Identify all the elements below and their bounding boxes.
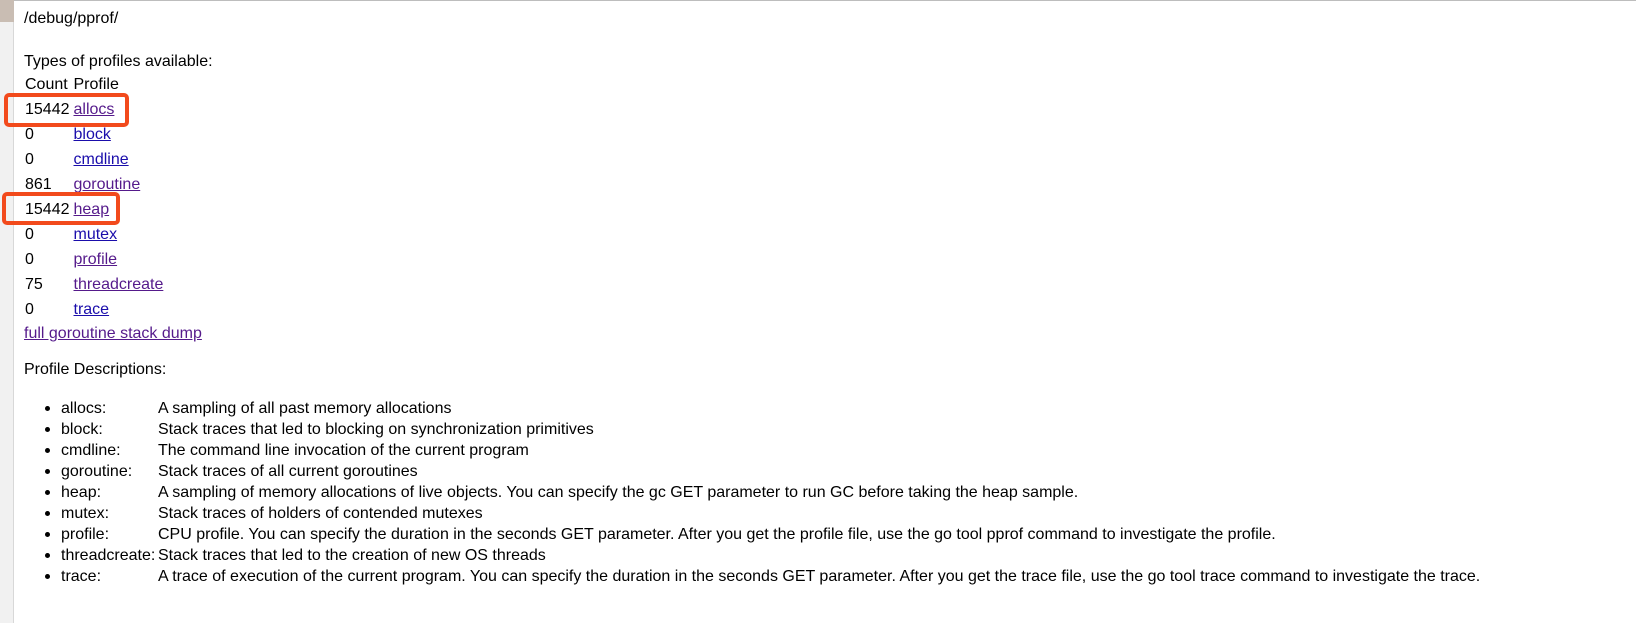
profile-types-heading: Types of profiles available: (24, 53, 213, 70)
table-row (24, 297, 164, 322)
profile-link-trace[interactable]: trace (73, 301, 110, 318)
profile-link-mutex[interactable]: mutex (73, 226, 118, 243)
profile-count: 0 (25, 301, 34, 318)
profile-link-threadcreate[interactable]: threadcreate (73, 276, 164, 293)
page-path: /debug/pprof/ (24, 10, 119, 27)
profile-link-allocs[interactable]: allocs (73, 101, 115, 118)
bullet-icon (45, 490, 50, 495)
profile-link-profile[interactable]: profile (73, 251, 118, 268)
description-name: goroutine: (61, 463, 133, 480)
table-row (24, 97, 164, 122)
profile-link-block[interactable]: block (73, 126, 111, 143)
description-name: allocs: (61, 400, 107, 417)
description-text: A sampling of memory allocations of live objects. You can specify the gc GET parameter to run GC before taking the heap sample. (158, 484, 1079, 501)
profiles-table-header-row (24, 73, 164, 97)
description-text: Stack traces that led to blocking on synchronization primitives (158, 421, 594, 438)
bullet-icon (45, 553, 50, 558)
description-name: heap: (61, 484, 102, 501)
table-row (24, 122, 164, 147)
description-name: block: (61, 421, 103, 438)
description-text: Stack traces of holders of contended mutexes (158, 505, 483, 522)
description-name: trace: (61, 568, 102, 585)
profile-descriptions-heading: Profile Descriptions: (24, 361, 167, 378)
description-text: The command line invocation of the current program (158, 442, 529, 459)
count-column-header: Count (25, 76, 68, 93)
profile-count: 0 (25, 126, 34, 143)
description-text: Stack traces that led to the creation of new OS threads (158, 547, 546, 564)
profile-link-heap[interactable]: heap (73, 201, 110, 218)
window-left-edge (0, 0, 14, 623)
table-row (24, 247, 164, 272)
bullet-icon (45, 469, 50, 474)
profile-count: 15442 (25, 101, 70, 118)
window-top-border (14, 0, 1636, 1)
profile-count: 15442 (25, 201, 70, 218)
description-text: A sampling of all past memory allocations (158, 400, 452, 417)
bullet-icon (45, 574, 50, 579)
table-row (24, 222, 164, 247)
description-name: threadcreate: (61, 547, 156, 564)
bullet-icon (45, 427, 50, 432)
profiles-table (22, 73, 166, 322)
bullet-icon (45, 532, 50, 537)
profile-count: 0 (25, 251, 34, 268)
table-row (24, 172, 164, 197)
description-text: CPU profile. You can specify the duration in the seconds GET parameter. After you get the profile file, use the go tool pprof command to investigate the profile. (158, 526, 1276, 543)
description-name: profile: (61, 526, 110, 543)
table-row (24, 147, 164, 172)
window-left-edge-top (0, 0, 14, 22)
profile-count: 75 (25, 276, 43, 293)
full-goroutine-stack-dump-link[interactable]: full goroutine stack dump (24, 325, 202, 342)
description-name: mutex: (61, 505, 110, 522)
bullet-icon (45, 511, 50, 516)
profile-count: 0 (25, 226, 34, 243)
description-name: cmdline: (61, 442, 121, 459)
table-row (24, 197, 164, 222)
profile-count: 861 (25, 176, 52, 193)
description-text: Stack traces of all current goroutines (158, 463, 418, 480)
profile-link-cmdline[interactable]: cmdline (73, 151, 129, 168)
profile-column-header: Profile (73, 76, 119, 93)
table-row (24, 272, 164, 297)
description-text: A trace of execution of the current program. You can specify the duration in the seconds GET parameter. After you get the trace file, use the go tool trace command to investigate the trace. (158, 568, 1481, 585)
bullet-icon (45, 406, 50, 411)
profile-count: 0 (25, 151, 34, 168)
bullet-icon (45, 448, 50, 453)
profile-link-goroutine[interactable]: goroutine (73, 176, 141, 193)
